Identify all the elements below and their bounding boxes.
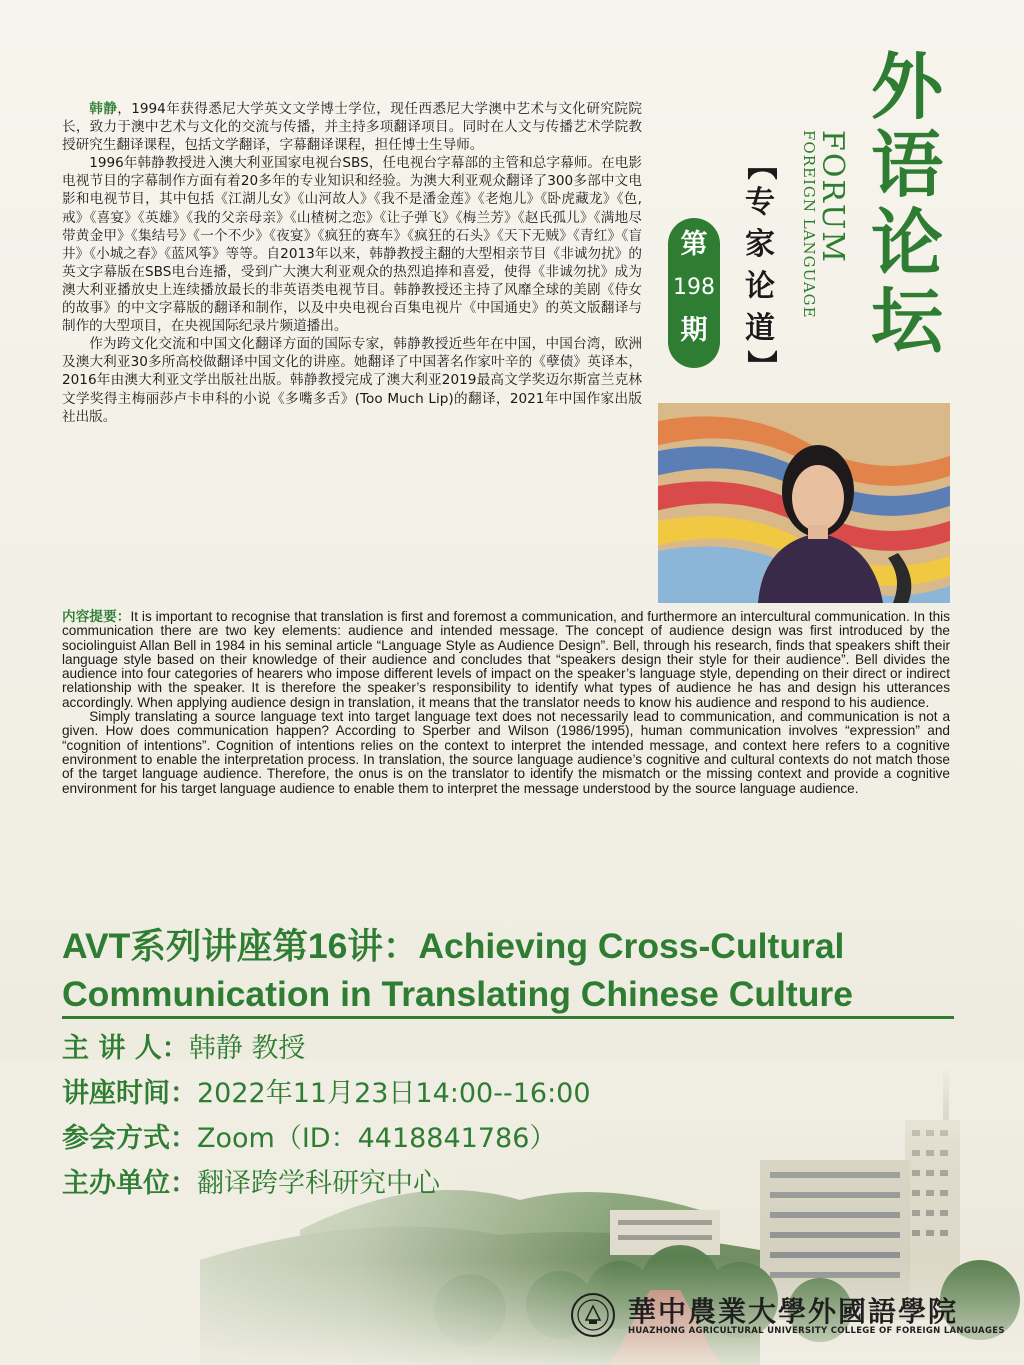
lecture-title-line-2: Communication in Translating Chinese Culture [62,974,853,1014]
abstract-paragraph-1: 内容提要：It is important to recognise that translation is first and foremost a communication, and furthermore an intercultural communication. In this communication there are two key elements: audience and intended message. The concept of audience design was first introduced by the sociolinguist Allan Bell in 1984 in his seminal article “Language Style as Audience Design”. Bell, through his research, finds that speakers shift their language style based on their knowledge of their audience and concludes that “speakers design their style for their audience”. Bell divides the audience into four categories of hearers who impose different levels of impact on the speaker’s language style, depending on their direct or indirect relationship with the speaker. It is therefore the speaker’s responsibility to identify what types of audience he has and design his utterances accordingly. When applying audience design in translation, it means that the translator needs to know his audience and respond to his audience. [62,609,951,710]
lecture-title [62,922,962,1018]
abstract-section [62,610,950,796]
forum-english-main: FORUM [815,130,850,264]
bio-paragraph-3: 作为跨文化交流和中国文化翻译方面的国际专家，韩静教授近些年在中国，中国台湾，欧洲及澳大利亚30多所高校做翻译中国文化的讲座。她翻译了中国著名作家叶辛的《孽债》英译本，2016年由澳大利亚文学出版社出版。韩静教授完成了澳大利亚2019最高文学奖迈尔斯富兰克林文学奖得主梅丽莎卢卡申科的小说《多嘴多舌》(Too Much Lip)的翻译，2021年中国作家出版社出版。 [62,336,642,425]
issue-number-badge: 第 198 期 [668,218,720,368]
lecture-info [62,1026,862,1206]
speaker-bio [62,100,642,426]
info-time: 讲座时间：2022年11月23日14:00--16:00 [62,1078,591,1109]
university-seal-icon [570,1292,616,1338]
abstract-paragraph-2: Simply translating a source language text into target language text does not necessarily lead to communication, and communication is not a given. How does communication happen? According to Sperber and Wilson (1986/1995), human communication involves “expression” and “cognition of intentions”. Cognition of intentions relies on the context to interpret the intended message, and context here refers to a cognitive environment to enable the interpretation process. In translation, the source language audience’s cognitive and cultural contexts do not match those of the target language audience. Therefore, the onus is on the translator to identify the mismatch or the missing context and provide a cognitive environment for his target language audience to enable them to interpret the message understood by the source language audience. [62,709,950,796]
forum-english-sub: FOREIGN LANGUAGE [800,130,818,319]
university-name-en: HUAZHONG AGRICULTURAL UNIVERSITY COLLEGE OF FOREIGN LANGUAGES [628,1326,1005,1336]
bio-paragraph-2: 1996年韩静教授进入澳大利亚国家电视台SBS，任电视台字幕部的主管和总字幕师。在电影电视节目的字幕制作方面有着20多年的专业知识和经验。为澳大利亚观众翻译了300多部中文电影和电视节目，其中包括《江湖儿女》《山河故人》《我不是潘金莲》《老炮儿》《卧虎藏龙》《色,戒》《喜宴》《英雄》《我的父亲母亲》《山楂树之恋》《让子弹飞》《梅兰芳》《赵氏孤儿》《满地尽带黄金甲》《集结号》《一个不少》《夜宴》《疯狂的赛车》《疯狂的石头》《天下无贼》《青红》《盲井》《小城之春》《蓝风筝》等等。自2013年以来，韩静教授主翻的大型相亲节目《非诚勿扰》的英文字幕版在SBS电台连播，受到广大澳大利亚观众的热烈追捧和喜爱，使得《非诚勿扰》成为澳大利亚播放史上连续播放最长的非英语类电视节目。韩静教授还主持了风靡全球的美剧《侍女的故事》的中文字幕版的翻译和制作，以及中央电视台百集电视片《中国通史》的英文版翻译与制作的大型项目，在央视国际纪录片频道播出。 [62,155,642,335]
bio-paragraph-1: 韩静，1994年获得悉尼大学英文文学博士学位，现任西悉尼大学澳中艺术与文化研究院院长，致力于澳中艺术与文化的交流与传播，并主持多项翻译项目。同时在人文与传播艺术学院教授研究生翻译课程，包括文学翻译，字幕翻译课程，担任博士生导师。 [62,101,643,154]
lecture-title-line-1: AVT系列讲座第16讲：Achieving Cross-Cultural [62,926,845,966]
speaker-portrait [658,403,950,603]
university-name-cn: 華中農業大學外國語學院 [628,1295,959,1328]
title-divider [62,1016,954,1019]
abstract-label: 内容提要： [62,609,131,625]
info-host: 主办单位：翻译跨学科研究中心 [62,1168,440,1199]
university-logo [570,1290,1005,1344]
speaker-name: 韩静 [89,101,118,117]
info-venue: 参会方式：Zoom（ID：4418841786） [62,1123,557,1154]
forum-calligraphy-title: 外 语 论 坛 [870,44,943,363]
forum-english-title [800,130,858,380]
column-label: 【 专 家 论 道 】 [743,150,778,380]
info-speaker: 主 讲 人：韩静 教授 [62,1033,306,1064]
